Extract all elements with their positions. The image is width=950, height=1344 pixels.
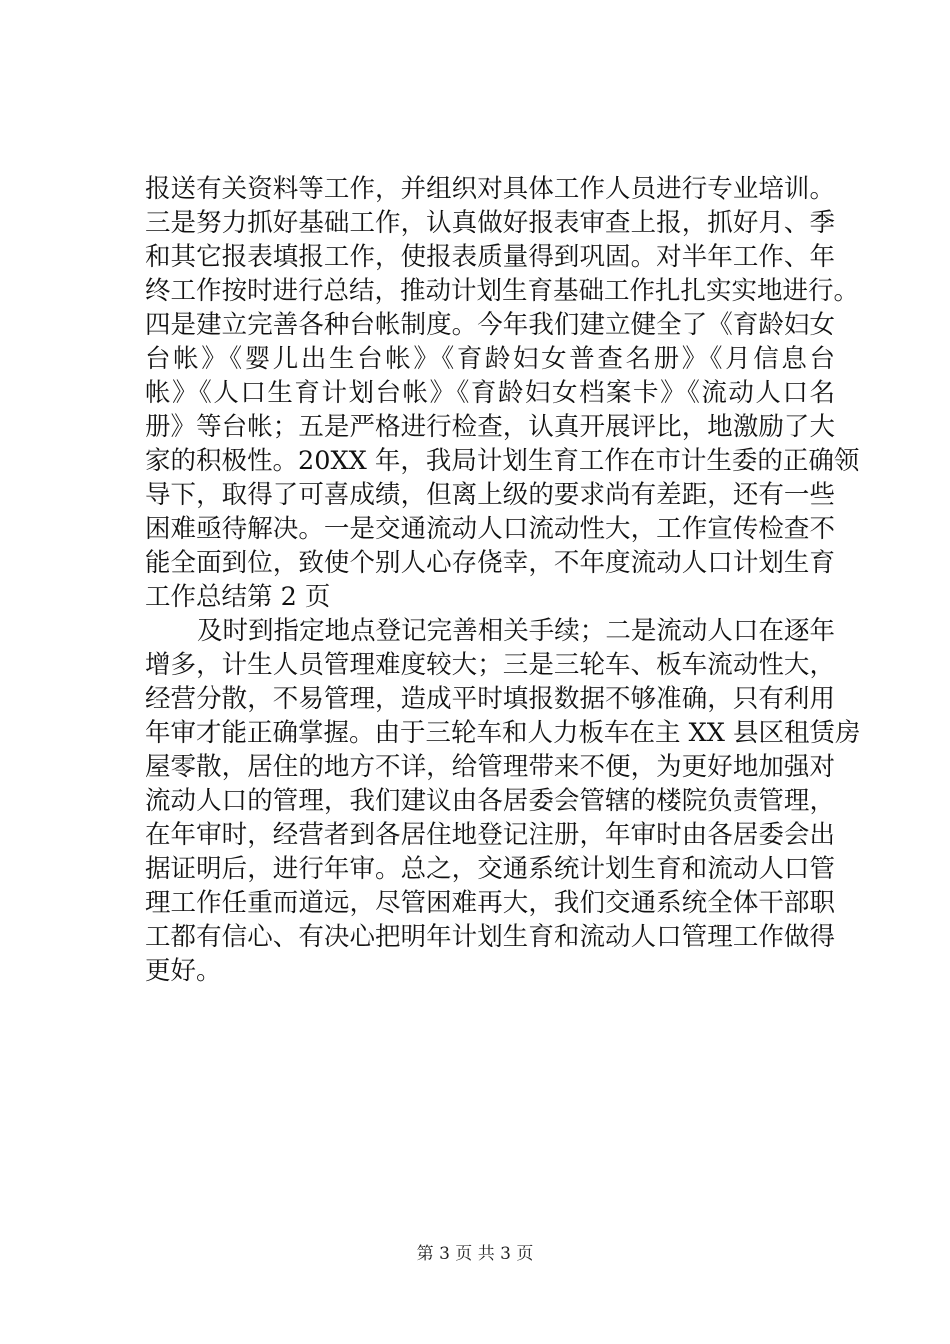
text-line: 工作总结第 2 页 <box>145 582 331 612</box>
text-line: 及时到指定地点登记完善相关手续；二是流动人口在逐年 <box>197 616 835 646</box>
text-line: 更好。 <box>145 956 222 986</box>
paragraph-2 <box>145 614 861 988</box>
text-line: 台帐》《婴儿出生台帐》《育龄妇女普查名册》《月信息台 <box>145 344 835 374</box>
page-footer <box>0 1243 950 1265</box>
text-line: 年审才能正确掌握。由于三轮车和人力板车在主 XX 县区租赁房 <box>145 718 861 748</box>
text-line: 报送有关资料等工作，并组织对具体工作人员进行专业培训。 <box>145 174 835 204</box>
text-line: 四是建立完善各种台帐制度。今年我们建立健全了《育龄妇女 <box>145 310 835 340</box>
page-number: 第 3 页 共 3 页 <box>416 1244 534 1264</box>
paragraph-1 <box>145 172 860 614</box>
text-line: 据证明后，进行年审。总之，交通系统计划生育和流动人口管 <box>145 854 835 884</box>
text-line: 流动人口的管理，我们建议由各居委会管辖的楼院负责管理， <box>145 786 835 816</box>
document-body <box>145 172 861 988</box>
text-line: 导下，取得了可喜成绩，但离上级的要求尚有差距，还有一些 <box>145 480 835 510</box>
text-line: 增多，计生人员管理难度较大；三是三轮车、板车流动性大， <box>145 650 835 680</box>
text-line: 理工作任重而道远，尽管困难再大，我们交通系统全体干部职 <box>145 888 835 918</box>
text-line: 经营分散，不易管理，造成平时填报数据不够准确，只有利用 <box>145 684 835 714</box>
text-line: 在年审时，经营者到各居住地登记注册，年审时由各居委会出 <box>145 820 835 850</box>
text-line: 屋零散，居住的地方不详，给管理带来不便，为更好地加强对 <box>145 752 835 782</box>
text-line: 能全面到位，致使个别人心存侥幸，不年度流动人口计划生育 <box>145 548 835 578</box>
text-line: 困难亟待解决。一是交通流动人口流动性大，工作宣传检查不 <box>145 514 835 544</box>
text-line: 册》等台帐；五是严格进行检查，认真开展评比，地激励了大 <box>145 412 835 442</box>
text-line: 帐》《人口生育计划台帐》《育龄妇女档案卡》《流动人口名 <box>145 378 835 408</box>
text-line: 终工作按时进行总结，推动计划生育基础工作扎扎实实地进行。 <box>145 276 860 306</box>
text-line: 三是努力抓好基础工作，认真做好报表审查上报，抓好月、季 <box>145 208 835 238</box>
text-line: 工都有信心、有决心把明年计划生育和流动人口管理工作做得 <box>145 922 835 952</box>
text-line: 家的积极性。20XX 年，我局计划生育工作在市计生委的正确领 <box>145 446 860 476</box>
text-line: 和其它报表填报工作，使报表质量得到巩固。对半年工作、年 <box>145 242 835 272</box>
